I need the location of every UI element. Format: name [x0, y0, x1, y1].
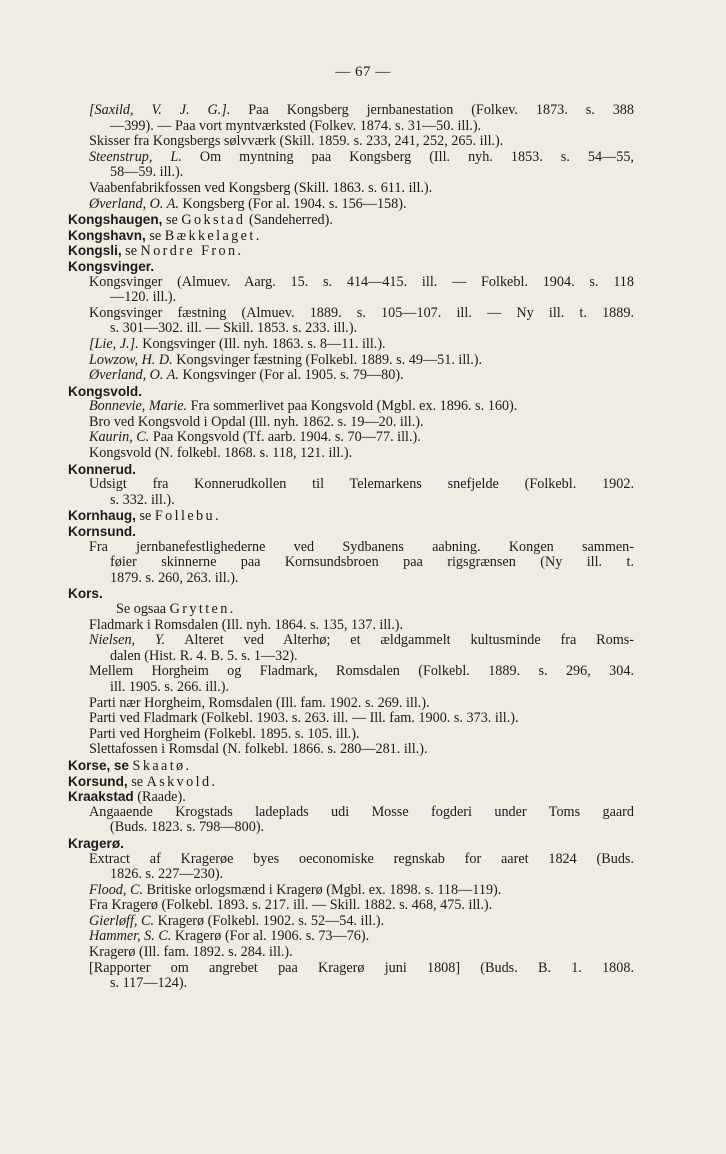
index-entry-line: [68, 820, 634, 836]
index-entry-line: [68, 602, 634, 618]
entry-text: se: [135, 508, 155, 525]
index-entry-line: [68, 945, 634, 961]
index-entry-line: [68, 306, 634, 322]
index-heading-line: [68, 462, 634, 478]
index-heading-line: [68, 586, 634, 602]
entry-text: Kongsvinger (For al. 1905. s. 79—80).: [178, 367, 404, 384]
index-entry-line: [68, 165, 634, 181]
index-entry-line: [68, 290, 634, 306]
entry-text: Mellem Horgheim og Fladmark, Romsdalen (Folkebl. 1889. s. 296, 304.: [89, 663, 634, 680]
index-entry-line: [68, 727, 634, 743]
entry-text: (Buds. 1823. s. 798—800).: [110, 819, 265, 836]
index-heading-line: [68, 836, 634, 852]
index-entry-line: [68, 618, 634, 634]
entry-text: Kongsvinger (Ill. nyh. 1863. s. 8—11. ill.).: [138, 335, 386, 352]
index-entry-line: [68, 555, 634, 571]
index-entry-line: [68, 898, 634, 914]
index-entry-line: [68, 103, 634, 119]
entry-text: Vaabenfabrikfossen ved Kongsberg (Skill. 1863. s. 611. ill.).: [89, 179, 433, 196]
entry-text: 1879. s. 260, 263. ill.).: [110, 569, 239, 586]
index-heading-line: [68, 508, 634, 524]
index-entry-line: [68, 134, 634, 150]
author-name: [Saxild, V. J. G.].: [89, 102, 231, 118]
cross-reference: Follebu.: [154, 508, 221, 525]
author-name: [Lie, J.].: [89, 335, 139, 352]
entry-text: Parti nær Horgheim, Romsdalen (Ill. fam. 1902. s. 269. ill.).: [89, 694, 430, 711]
headword: Konnerud.: [68, 461, 136, 477]
author-name: Bonnevie, Marie.: [89, 398, 188, 415]
entry-text: Fra Kragerø (Folkebl. 1893. s. 217. ill. — Skill. 1882. s. 468, 475. ill.).: [89, 897, 493, 914]
author-name: Gierløff, C.: [89, 912, 155, 929]
index-entry-line: [68, 649, 634, 665]
index-entry-line: [68, 976, 634, 992]
headword: Kongshavn,: [68, 227, 146, 243]
entry-text: Kongsvold (N. folkebl. 1868. s. 118, 121. ill.).: [89, 445, 353, 462]
entry-text: Kongsvinger fæstning (Folkebl. 1889. s. 49—51. ill.).: [172, 351, 483, 368]
cross-reference: Bækkelaget.: [164, 227, 262, 244]
entry-text: Parti ved Fladmark (Folkebl. 1903. s. 263. ill. — Ill. fam. 1900. s. 373. ill.).: [89, 710, 519, 727]
index-entry-line: [68, 119, 634, 135]
headword: se: [113, 757, 129, 773]
index-entry-line: [68, 867, 634, 883]
entry-text: Angaaende Krogstads ladeplads udi Mosse fogderi under Toms gaard: [89, 803, 634, 820]
index-entry-line: [68, 711, 634, 727]
index-entry-line: [68, 446, 634, 462]
index-heading-line: [68, 259, 634, 275]
entry-text: Alteret ved Alterhø; et ældgammelt kultusminde fra Roms-: [165, 632, 634, 649]
entry-text: Om myntning paa Kongsberg (Ill. nyh. 1853. s. 54—55,: [181, 148, 634, 165]
entry-text: Kongsvinger (Almuev. Aarg. 15. s. 414—415. ill. — Folkebl. 1904. s. 118: [89, 273, 634, 290]
entry-text: Slettafossen i Romsdal (N. folkebl. 1866. s. 280—281. ill.).: [89, 741, 428, 758]
entry-text: s. 117—124).: [110, 975, 188, 992]
entry-text: Kragerø (Ill. fam. 1892. s. 284. ill.).: [89, 944, 293, 961]
index-entry-line: [68, 493, 634, 509]
index-entry-line: [68, 961, 634, 977]
entry-text: Se ogsaa: [116, 601, 170, 617]
index-entries: [68, 103, 634, 992]
index-entry-line: [68, 571, 634, 587]
headword: Kornhaug,: [68, 508, 136, 524]
entry-text: s. 332. ill.).: [110, 491, 175, 508]
author-name: Steenstrup, L.: [89, 148, 182, 165]
author-name: Lowzow, H. D.: [89, 351, 173, 368]
cross-reference: Nordre Fron.: [140, 243, 244, 260]
index-heading-line: [68, 228, 634, 244]
entry-text: Kongsberg (For al. 1904. s. 156—158).: [178, 195, 407, 212]
entry-text: —399). — Paa vort myntværksted (Folkev. 1874. s. 31—50. ill.).: [110, 117, 482, 134]
index-entry-line: [68, 914, 634, 930]
entry-text: Paa Kongsvold (Tf. aarb. 1904. s. 70—77. ill.).: [149, 429, 421, 446]
headword: Kraakstad: [68, 789, 134, 805]
index-entry-line: [68, 197, 634, 213]
index-entry-line: [68, 337, 634, 353]
index-entry-line: [68, 805, 634, 821]
index-heading-line: [68, 774, 634, 790]
entry-text: Fladmark i Romsdalen (Ill. nyh. 1864. s. 135, 137. ill.).: [89, 616, 404, 633]
index-entry-line: [68, 368, 634, 384]
entry-text: føier skinnerne paa Kornsundsbroen paa rigsgrænsen (Ny ill. t.: [110, 554, 634, 571]
index-entry-line: [68, 929, 634, 945]
headword: Kragerø.: [68, 835, 124, 851]
cross-reference: Gokstad: [181, 212, 246, 229]
headword: Kongsli,: [68, 243, 122, 259]
index-entry-line: [68, 696, 634, 712]
author-name: Øverland, O. A.: [89, 367, 179, 384]
cross-reference: Skaatø.: [132, 757, 192, 774]
entry-text: se: [145, 227, 165, 244]
index-entry-line: [68, 399, 634, 415]
index-entry-line: [68, 883, 634, 899]
index-heading-line: [68, 758, 634, 774]
entry-text: Britiske orlogsmænd i Kragerø (Mgbl. ex. 1898. s. 118—119).: [143, 881, 502, 898]
entry-text: Paa Kongsberg jernbanestation (Folkev. 1873. s. 388: [230, 102, 634, 118]
author-name: Hammer, S. C.: [89, 928, 172, 945]
index-heading-line: [68, 243, 634, 259]
index-entry-line: [68, 742, 634, 758]
entry-text: Fra jernbanefestlighederne ved Sydbanens aabning. Kongen sammen-: [89, 538, 634, 555]
index-entry-line: [68, 150, 634, 166]
headword: Korse,: [68, 757, 111, 773]
index-entry-line: [68, 633, 634, 649]
entry-text: Kragerø (For al. 1906. s. 73—76).: [171, 928, 370, 945]
index-heading-line: [68, 789, 634, 805]
entry-text: se: [162, 212, 182, 229]
headword: Korsund,: [68, 773, 128, 789]
index-entry-line: [68, 430, 634, 446]
entry-text: Bro ved Kongsvold i Opdal (Ill. nyh. 1862. s. 19—20. ill.).: [89, 413, 424, 430]
author-name: Flood, C.: [89, 881, 143, 898]
page-number: — 67 —: [335, 64, 391, 80]
entry-text: Kragerø (Folkebl. 1902. s. 52—54. ill.).: [154, 912, 385, 929]
index-entry-line: [68, 415, 634, 431]
cross-reference: Grytten.: [169, 601, 236, 617]
cross-reference: Askvold.: [146, 773, 218, 790]
headword: Kors.: [68, 586, 103, 602]
index-entry-line: [68, 540, 634, 556]
headword: Kongsvinger.: [68, 258, 155, 274]
entry-text: —120. ill.).: [110, 289, 177, 306]
index-heading-line: [68, 384, 634, 400]
headword: Kornsund.: [68, 524, 136, 540]
index-entry-line: [68, 477, 634, 493]
entry-text: Parti ved Horgheim (Folkebl. 1895. s. 105. ill.).: [89, 725, 360, 742]
index-entry-line: [68, 321, 634, 337]
entry-text: [Rapporter om angrebet paa Kragerø juni 1808] (Buds. B. 1. 1808.: [89, 959, 634, 976]
index-heading-line: [68, 212, 634, 228]
entry-text: 58—59. ill.).: [110, 164, 184, 181]
entry-text: (Sandeherred).: [245, 212, 333, 229]
entry-text: Skisser fra Kongsbergs sølvværk (Skill. 1859. s. 233, 241, 252, 265. ill.).: [89, 133, 504, 150]
entry-text: se: [127, 773, 147, 790]
headword: Kongsvold.: [68, 383, 143, 399]
entry-text: Udsigt fra Konnerudkollen til Telemarkens snefjelde (Folkebl. 1902.: [89, 476, 634, 493]
author-name: Øverland, O. A.: [89, 195, 179, 212]
index-heading-line: [68, 524, 634, 540]
entry-text: s. 301—302. ill. — Skill. 1853. s. 233. ill.).: [110, 320, 358, 337]
index-entry-line: [68, 353, 634, 369]
index-entry-line: [68, 664, 634, 680]
author-name: Nielsen, Y.: [89, 632, 166, 649]
headword: Kongshaugen,: [68, 212, 163, 228]
entry-text: ill. 1905. s. 266. ill.).: [110, 678, 230, 695]
author-name: Kaurin, C.: [89, 429, 150, 446]
entry-text: Extract af Kragerøe byes oeconomiske regnskab for aaret 1824 (Buds.: [89, 850, 634, 867]
index-entry-line: [68, 680, 634, 696]
index-entry-line: [68, 852, 634, 868]
entry-text: Kongsvinger fæstning (Almuev. 1889. s. 105—107. ill. — Ny ill. t. 1889.: [89, 304, 634, 321]
index-entry-line: [68, 181, 634, 197]
index-entry-line: [68, 275, 634, 291]
entry-text: dalen (Hist. R. 4. B. 5. s. 1—32).: [110, 647, 298, 664]
entry-text: 1826. s. 227—230).: [110, 866, 224, 883]
entry-text: Fra sommerlivet paa Kongsvold (Mgbl. ex. 1896. s. 160).: [187, 398, 518, 415]
entry-text: se: [121, 243, 141, 260]
entry-text: (Raade).: [133, 789, 186, 806]
